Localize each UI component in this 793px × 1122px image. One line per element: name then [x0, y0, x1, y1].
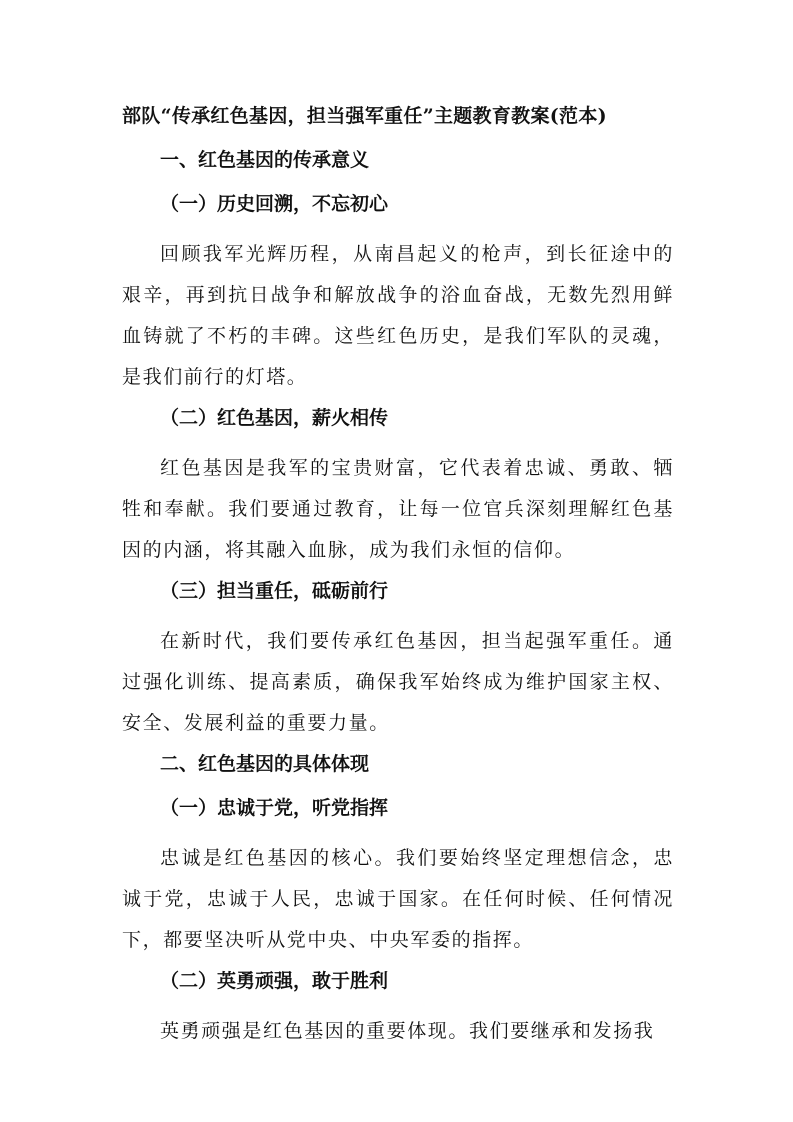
document-page [122, 102, 674, 1052]
document-title: 部队“传承红色基因，担当强军重任”主题教育教案(范本) [122, 105, 607, 127]
subsection-heading: （二）红色基因，薪火相传 [160, 407, 389, 429]
section-heading: 二、红色基因的具体体现 [160, 753, 370, 775]
paragraph: 忠诚是红色基因的核心。我们要始终坚定理想信念，忠诚于党，忠诚于人民，忠诚于国家。在任何时候、任何情况下，都要坚决听从党中央、中央军委的指挥。 [122, 847, 674, 951]
paragraph: 英勇顽强是红色基因的重要体现。我们要继承和发扬我 [160, 1020, 655, 1042]
subsection-heading: （二）英勇顽强，敢于胜利 [160, 970, 389, 992]
paragraph: 在新时代，我们要传承红色基因，担当起强军重任。通过强化训练、提高素质，确保我军始终成为维护国家主权、安全、发展利益的重要力量。 [122, 630, 674, 734]
paragraph: 红色基因是我军的宝贵财富，它代表着忠诚、勇敢、牺牲和奉献。我们要通过教育，让每一位官兵深刻理解红色基因的内涵，将其融入血脉，成为我们永恒的信仰。 [122, 457, 674, 561]
subsection-heading: （一）忠诚于党，听党指挥 [160, 797, 389, 819]
section-heading: 一、红色基因的传承意义 [160, 149, 370, 171]
subsection-heading: （三）担当重任，砥砺前行 [160, 580, 389, 602]
paragraph: 回顾我军光辉历程，从南昌起义的枪声，到长征途中的艰辛，再到抗日战争和解放战争的浴血奋战，无数先烈用鲜血铸就了不朽的丰碑。这些红色历史，是我们军队的灵魂，是我们前行的灯塔。 [122, 243, 674, 388]
subsection-heading: （一）历史回溯，不忘初心 [160, 193, 389, 215]
